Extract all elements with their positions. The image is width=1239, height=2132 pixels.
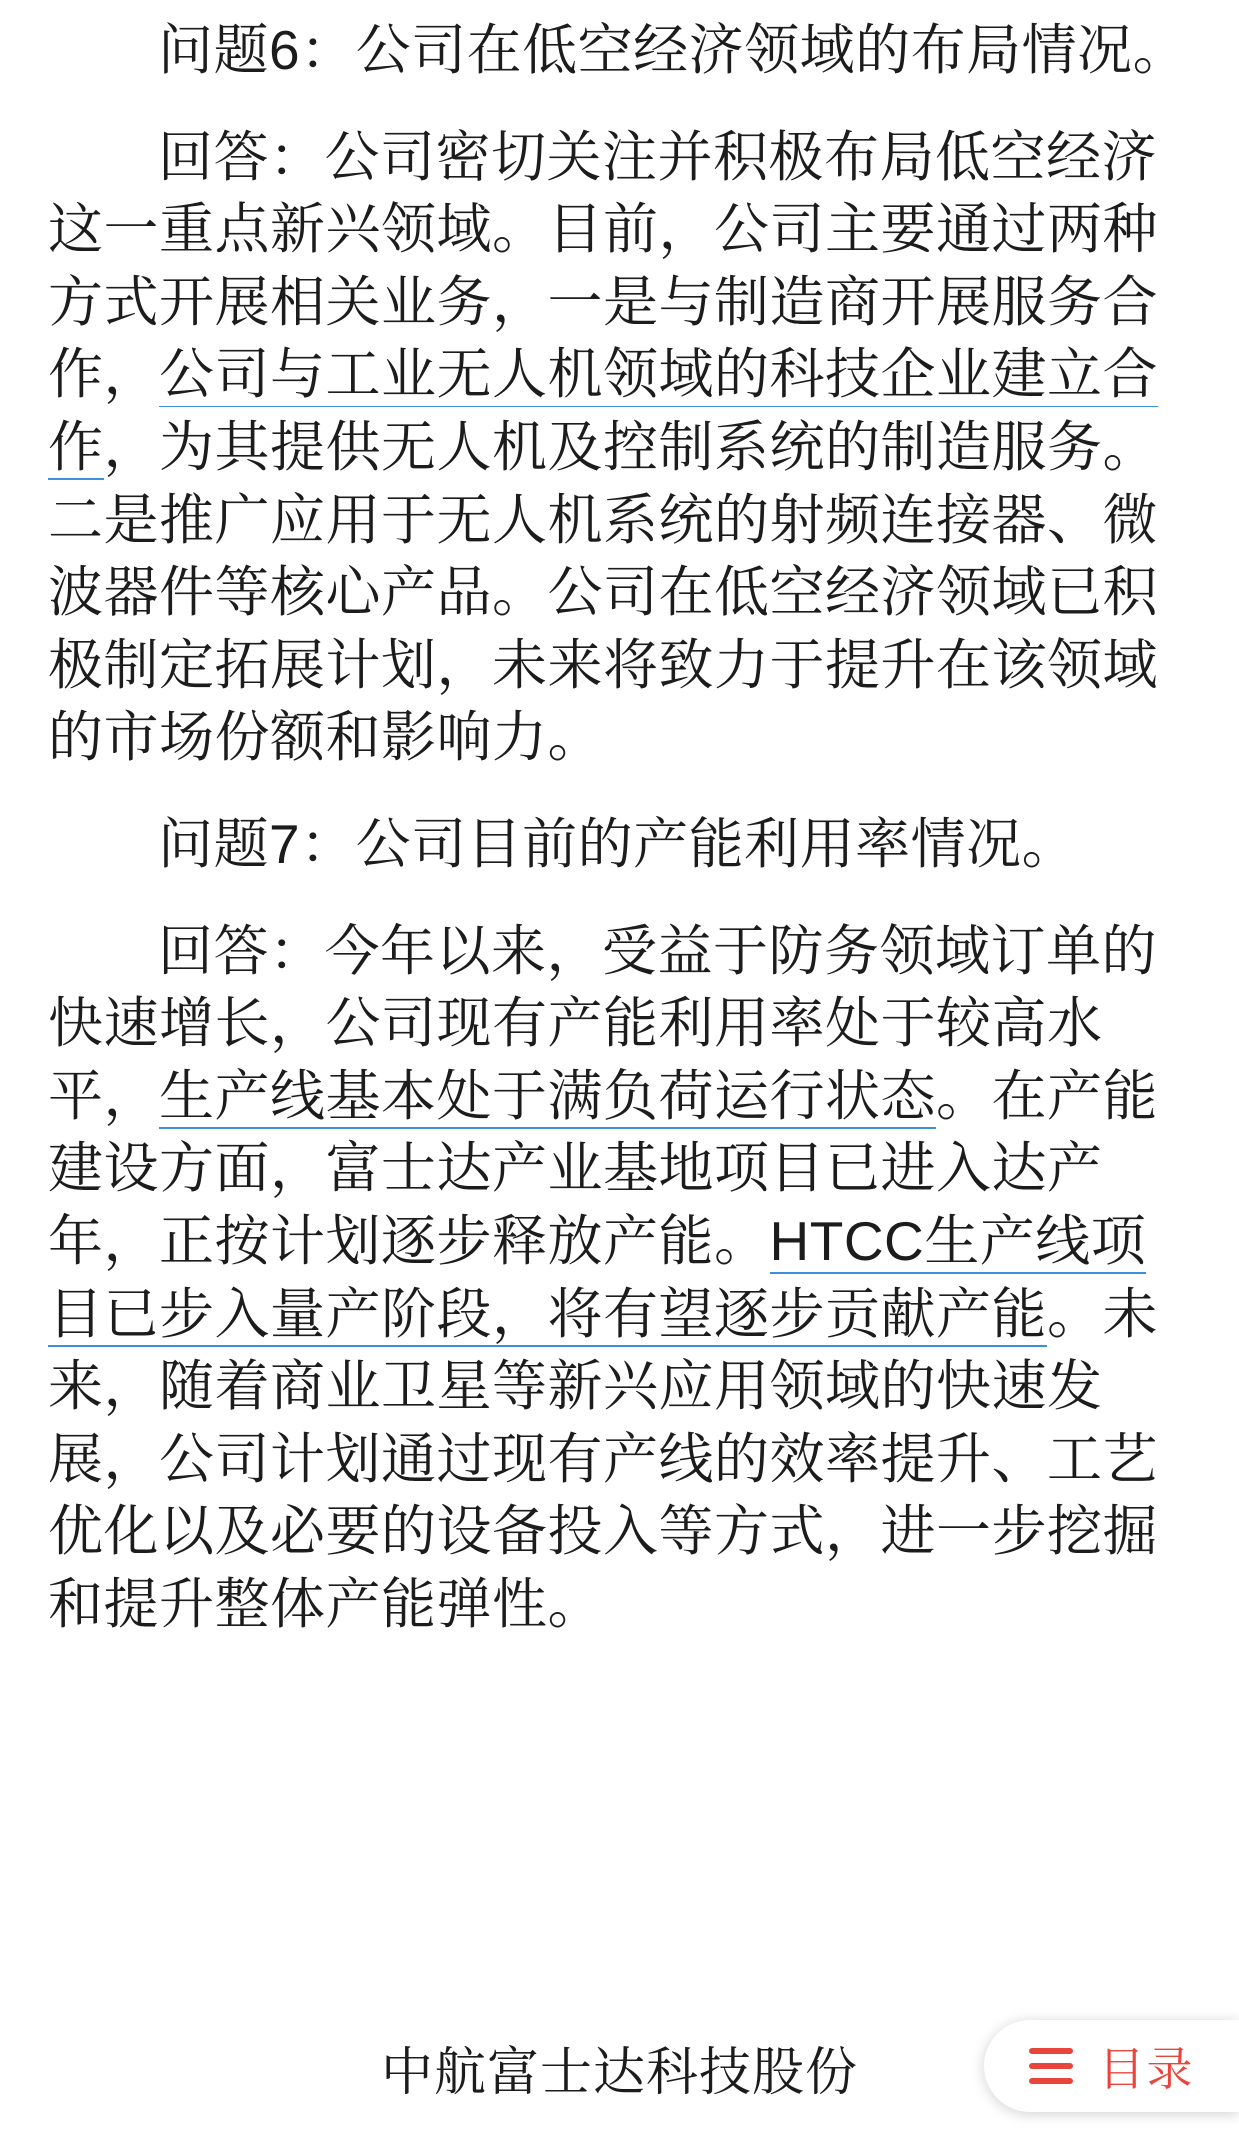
answer-7-highlighted-text-1: 生产线基本处于满负荷运行状态: [159, 1064, 937, 1127]
question-6-text: 问题6：公司在低空经济领域的布局情况。: [158, 19, 1189, 81]
question-7-paragraph: [48, 808, 1198, 881]
answer-6-highlighted-text: 公司与工业无人机领域的科技企业建立合作: [48, 343, 1159, 478]
answer-7-text-part-2: 。在产能建设方面，富士达产业基地项目已进入达产年，正按计划逐步释放产能。: [48, 1064, 1159, 1272]
answer-7-text-part-3: 。未来，随着商业卫星等新兴应用领域的快速发展，公司计划通过现有产线的效率提升、工艺优化以及必要的设备投入等方式，进一步挖掘和提升整体产能弹性。: [48, 1282, 1159, 1635]
answer-6-text-part-1: 回答：公司密切关注并积极布局低空经济这一重点新兴领域。目前，公司主要通过两种方式开展相关业务，一是与制造商开展服务合作，: [48, 125, 1159, 406]
footer-company-name: 中航富士达科技股份: [380, 2044, 858, 2102]
answer-6-text-part-2: ，为其提供无人机及控制系统的制造服务。二是推广应用于无人机系统的射频连接器、微波器件等核心产品。公司在低空经济领域已积极制定拓展计划，未来将致力于提升在该领域的市场份额和影响力。: [48, 415, 1159, 769]
catalog-button-label: 目录: [1098, 2043, 1195, 2095]
question-7-text: 问题7：公司目前的产能利用率情况。: [158, 812, 1078, 875]
list-menu-icon: [1029, 2048, 1077, 2084]
answer-7-paragraph: [48, 915, 1198, 1641]
document-body: [48, 14, 1198, 1640]
answer-7-text-part-1: 回答：今年以来，受益于防务领域订单的快速增长，公司现有产能利用率处于较高水平，: [48, 919, 1158, 1127]
catalog-button[interactable]: [984, 2020, 1239, 2112]
question-6-paragraph: [48, 14, 1198, 87]
answer-7-highlighted-text-2: HTCC生产线项目已步入量产阶段，将有望逐步贡献产能: [48, 1209, 1147, 1345]
answer-6-paragraph: [48, 121, 1198, 774]
